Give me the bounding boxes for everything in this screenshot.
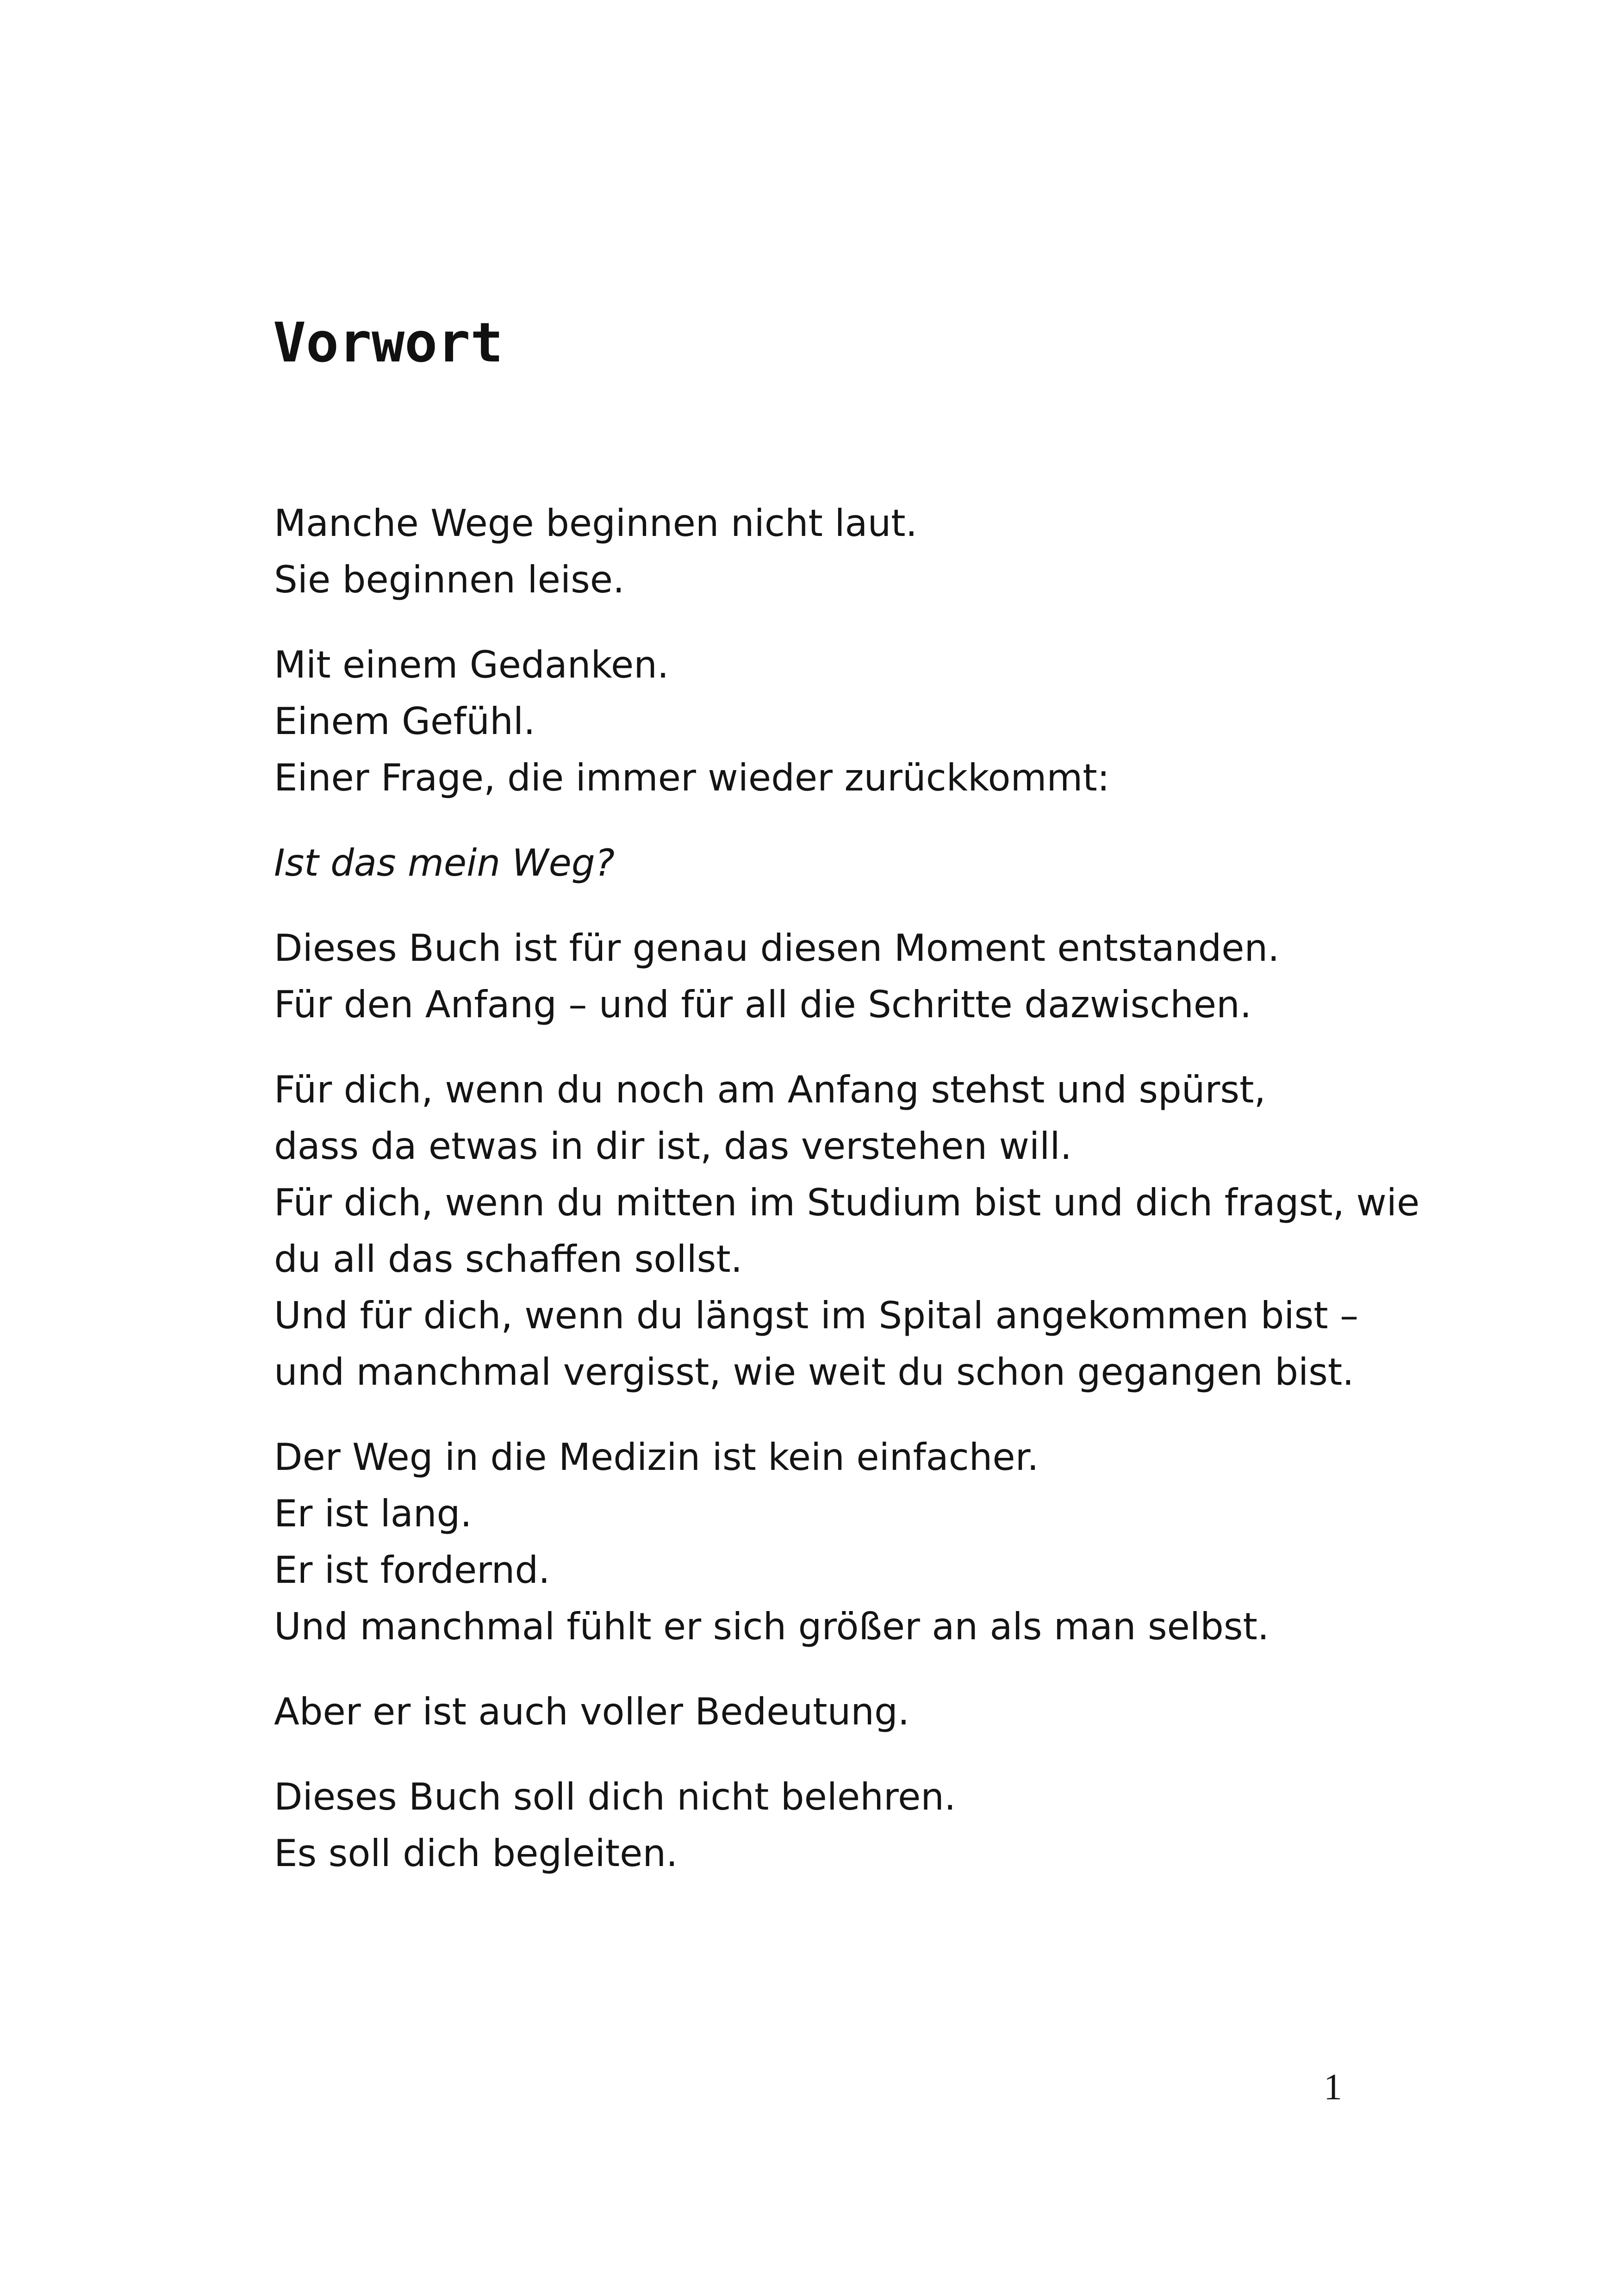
- text-line: Dieses Buch ist für genau diesen Moment entstanden.: [274, 927, 1280, 970]
- text-line: Manche Wege beginnen nicht laut.: [274, 502, 918, 545]
- paragraph-1: [274, 495, 1385, 608]
- text-line: Er ist fordernd.: [274, 1549, 550, 1592]
- paragraph-4: [274, 920, 1385, 1033]
- paragraph-7: [274, 1684, 1385, 1740]
- text-line: Dieses Buch soll dich nicht belehren.: [274, 1775, 956, 1818]
- page-title: Vorwort: [273, 311, 504, 374]
- text-line: dass da etwas in dir ist, das verstehen will.: [274, 1125, 1072, 1168]
- body-text: [274, 495, 1420, 1910]
- text-line: Einem Gefühl.: [274, 700, 535, 743]
- italic-question-line: Ist das mein Weg?: [274, 841, 615, 884]
- text-line: Und manchmal fühlt er sich größer an als man selbst.: [274, 1605, 1270, 1648]
- text-line: Der Weg in die Medizin ist kein einfacher.: [274, 1436, 1039, 1479]
- text-line: Einer Frage, die immer wieder zurückkommt:: [274, 756, 1110, 799]
- paragraph-3-question: [274, 835, 1385, 891]
- text-line: Für dich, wenn du noch am Anfang stehst und spürst,: [274, 1068, 1266, 1111]
- paragraph-8: [274, 1769, 1385, 1882]
- text-line: du all das schaffen sollst.: [274, 1238, 743, 1281]
- text-line: Aber er ist auch voller Bedeutung.: [274, 1690, 910, 1733]
- text-line: Für den Anfang – und für all die Schritte dazwischen.: [274, 983, 1252, 1026]
- text-line: Für dich, wenn du mitten im Studium bist und dich fragst, wie: [274, 1181, 1420, 1224]
- text-line: Es soll dich begleiten.: [274, 1832, 678, 1875]
- paragraph-2: [274, 637, 1385, 806]
- text-line: Und für dich, wenn du längst im Spital angekommen bist –: [274, 1294, 1359, 1337]
- text-line: Sie beginnen leise.: [274, 558, 625, 601]
- text-line: Er ist lang.: [274, 1492, 472, 1535]
- paragraph-6: [274, 1429, 1385, 1655]
- page-number: 1: [1324, 2067, 1342, 2108]
- text-line: Mit einem Gedanken.: [274, 643, 669, 686]
- paragraph-5: [274, 1062, 1420, 1400]
- text-line: und manchmal vergisst, wie weit du schon gegangen bist.: [274, 1350, 1354, 1394]
